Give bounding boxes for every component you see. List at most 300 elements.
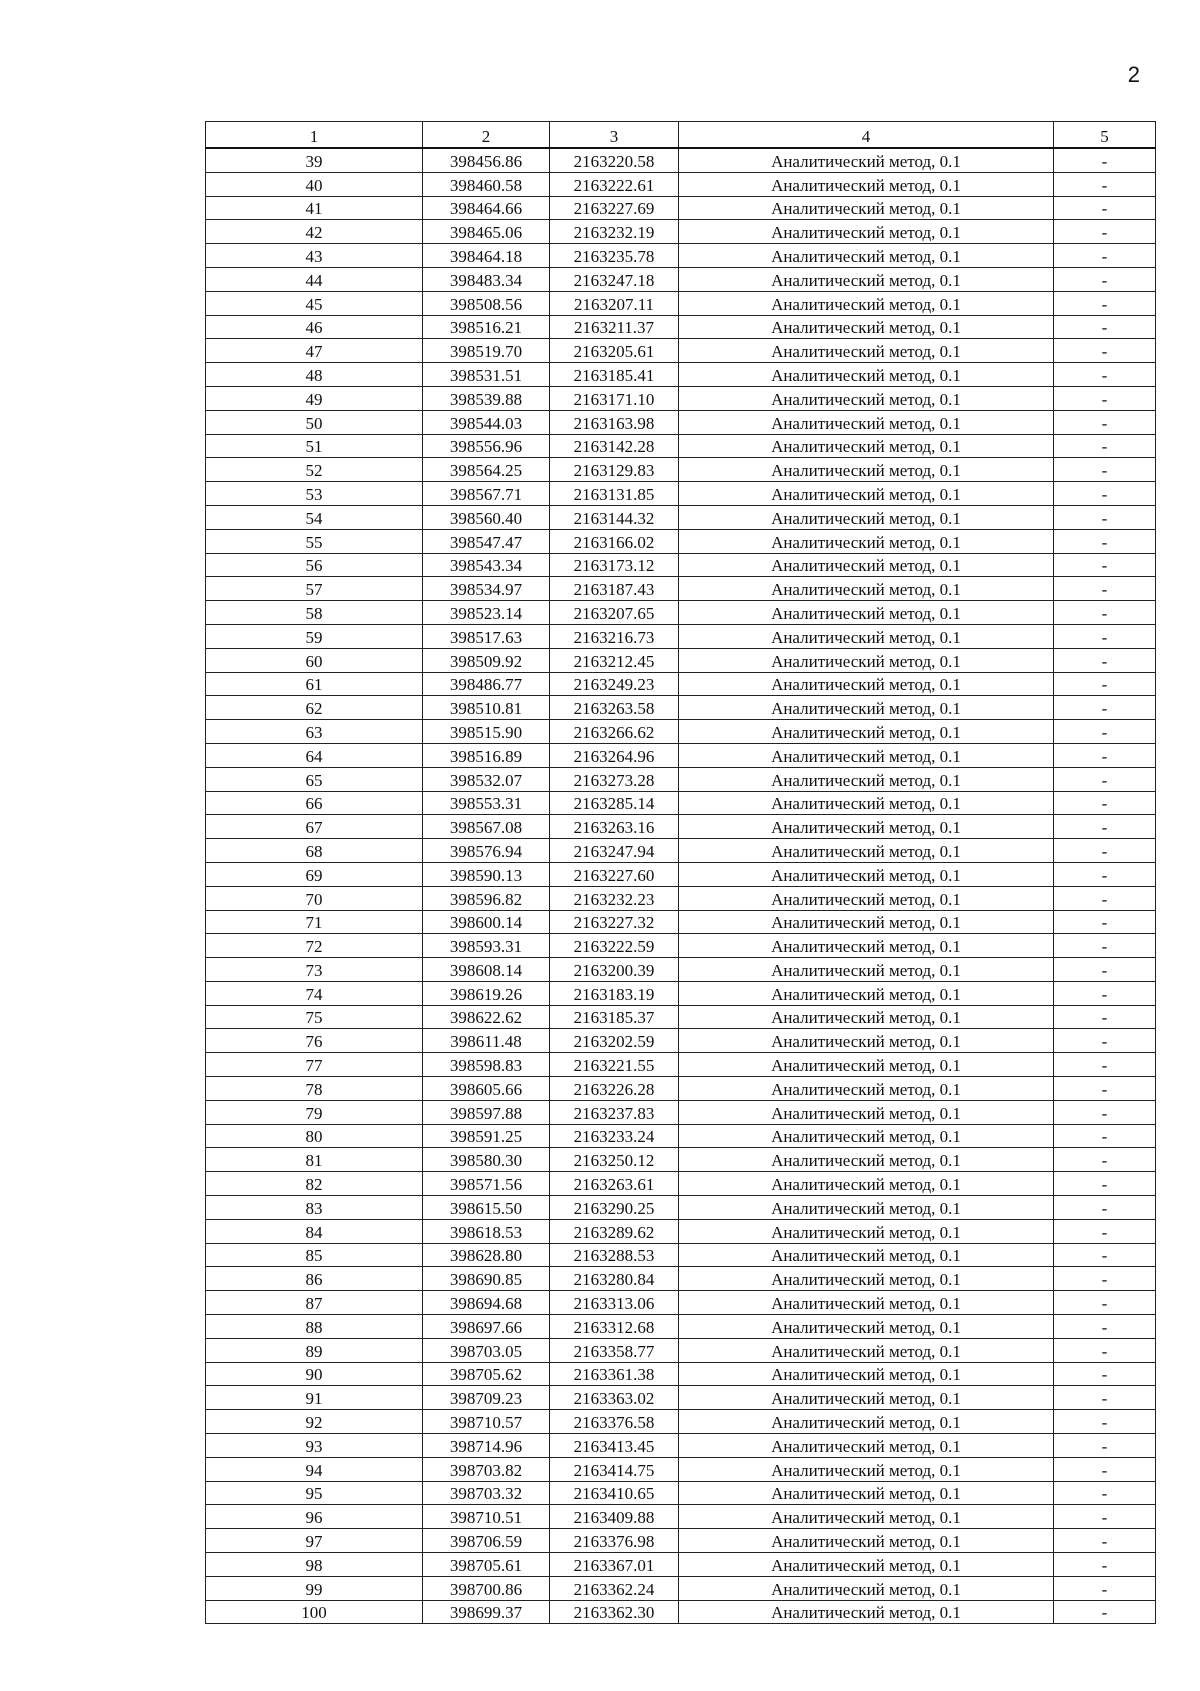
cell-method: Аналитический метод, 0.1	[679, 1100, 1054, 1124]
cell-method: Аналитический метод, 0.1	[679, 1410, 1054, 1434]
cell-description: -	[1054, 601, 1156, 625]
cell-point-number: 80	[206, 1124, 423, 1148]
cell-method: Аналитический метод, 0.1	[679, 1362, 1054, 1386]
cell-y: 2163233.24	[550, 1124, 679, 1148]
cell-method: Аналитический метод, 0.1	[679, 910, 1054, 934]
table-row	[206, 172, 1156, 196]
cell-point-number: 93	[206, 1434, 423, 1458]
cell-point-number: 75	[206, 1005, 423, 1029]
cell-x: 398516.89	[423, 743, 550, 767]
cell-description: -	[1054, 529, 1156, 553]
coordinates-table	[205, 121, 1156, 1624]
cell-method: Аналитический метод, 0.1	[679, 1172, 1054, 1196]
cell-point-number: 42	[206, 220, 423, 244]
cell-description: -	[1054, 1315, 1156, 1339]
cell-point-number: 69	[206, 862, 423, 886]
table-body	[206, 148, 1156, 1624]
cell-method: Аналитический метод, 0.1	[679, 386, 1054, 410]
cell-method: Аналитический метод, 0.1	[679, 1434, 1054, 1458]
table-row	[206, 981, 1156, 1005]
cell-point-number: 70	[206, 886, 423, 910]
cell-y: 2163129.83	[550, 458, 679, 482]
cell-x: 398597.88	[423, 1100, 550, 1124]
cell-y: 2163226.28	[550, 1077, 679, 1101]
cell-point-number: 57	[206, 577, 423, 601]
cell-description: -	[1054, 958, 1156, 982]
table-row	[206, 458, 1156, 482]
cell-point-number: 97	[206, 1529, 423, 1553]
cell-x: 398516.21	[423, 315, 550, 339]
cell-method: Аналитический метод, 0.1	[679, 601, 1054, 625]
table-row	[206, 1529, 1156, 1553]
cell-x: 398519.70	[423, 339, 550, 363]
cell-point-number: 50	[206, 410, 423, 434]
cell-point-number: 76	[206, 1029, 423, 1053]
cell-method: Аналитический метод, 0.1	[679, 1386, 1054, 1410]
table-row	[206, 267, 1156, 291]
cell-point-number: 59	[206, 624, 423, 648]
cell-method: Аналитический метод, 0.1	[679, 1457, 1054, 1481]
cell-y: 2163187.43	[550, 577, 679, 601]
table-row	[206, 1100, 1156, 1124]
cell-x: 398543.34	[423, 553, 550, 577]
cell-description: -	[1054, 934, 1156, 958]
cell-x: 398544.03	[423, 410, 550, 434]
cell-y: 2163185.37	[550, 1005, 679, 1029]
cell-point-number: 78	[206, 1077, 423, 1101]
cell-description: -	[1054, 148, 1156, 172]
cell-x: 398464.66	[423, 196, 550, 220]
cell-x: 398531.51	[423, 363, 550, 387]
cell-y: 2163207.11	[550, 291, 679, 315]
cell-description: -	[1054, 1267, 1156, 1291]
cell-method: Аналитический метод, 0.1	[679, 315, 1054, 339]
cell-method: Аналитический метод, 0.1	[679, 1029, 1054, 1053]
table-row	[206, 148, 1156, 172]
table-row	[206, 791, 1156, 815]
cell-x: 398703.32	[423, 1481, 550, 1505]
table-row	[206, 1457, 1156, 1481]
table-row	[206, 1553, 1156, 1577]
cell-y: 2163414.75	[550, 1457, 679, 1481]
cell-description: -	[1054, 1576, 1156, 1600]
cell-y: 2163232.23	[550, 886, 679, 910]
column-header-point-number: 1	[206, 122, 423, 149]
table-row	[206, 815, 1156, 839]
table-row	[206, 553, 1156, 577]
cell-y: 2163410.65	[550, 1481, 679, 1505]
table-row	[206, 1410, 1156, 1434]
cell-method: Аналитический метод, 0.1	[679, 696, 1054, 720]
cell-point-number: 52	[206, 458, 423, 482]
cell-description: -	[1054, 1434, 1156, 1458]
table-row	[206, 886, 1156, 910]
cell-y: 2163362.24	[550, 1576, 679, 1600]
cell-point-number: 48	[206, 363, 423, 387]
table-row	[206, 1219, 1156, 1243]
table-row	[206, 601, 1156, 625]
cell-description: -	[1054, 1457, 1156, 1481]
cell-y: 2163207.65	[550, 601, 679, 625]
cell-x: 398523.14	[423, 601, 550, 625]
table-row	[206, 339, 1156, 363]
cell-x: 398694.68	[423, 1291, 550, 1315]
cell-x: 398700.86	[423, 1576, 550, 1600]
cell-x: 398539.88	[423, 386, 550, 410]
cell-y: 2163235.78	[550, 244, 679, 268]
cell-y: 2163376.58	[550, 1410, 679, 1434]
cell-method: Аналитический метод, 0.1	[679, 1481, 1054, 1505]
cell-x: 398690.85	[423, 1267, 550, 1291]
cell-method: Аналитический метод, 0.1	[679, 1267, 1054, 1291]
cell-description: -	[1054, 1362, 1156, 1386]
cell-y: 2163163.98	[550, 410, 679, 434]
cell-x: 398705.61	[423, 1553, 550, 1577]
cell-description: -	[1054, 1219, 1156, 1243]
cell-method: Аналитический метод, 0.1	[679, 1077, 1054, 1101]
cell-description: -	[1054, 791, 1156, 815]
cell-point-number: 65	[206, 767, 423, 791]
cell-description: -	[1054, 767, 1156, 791]
cell-method: Аналитический метод, 0.1	[679, 815, 1054, 839]
cell-y: 2163232.19	[550, 220, 679, 244]
cell-point-number: 51	[206, 434, 423, 458]
cell-point-number: 98	[206, 1553, 423, 1577]
cell-description: -	[1054, 220, 1156, 244]
cell-y: 2163290.25	[550, 1196, 679, 1220]
cell-method: Аналитический метод, 0.1	[679, 1505, 1054, 1529]
cell-method: Аналитический метод, 0.1	[679, 886, 1054, 910]
cell-method: Аналитический метод, 0.1	[679, 1315, 1054, 1339]
cell-method: Аналитический метод, 0.1	[679, 505, 1054, 529]
cell-method: Аналитический метод, 0.1	[679, 1148, 1054, 1172]
cell-method: Аналитический метод, 0.1	[679, 148, 1054, 172]
table-row	[206, 672, 1156, 696]
table-row	[206, 505, 1156, 529]
cell-description: -	[1054, 1005, 1156, 1029]
cell-y: 2163205.61	[550, 339, 679, 363]
cell-x: 398605.66	[423, 1077, 550, 1101]
cell-point-number: 66	[206, 791, 423, 815]
cell-description: -	[1054, 1196, 1156, 1220]
cell-x: 398576.94	[423, 839, 550, 863]
cell-y: 2163227.60	[550, 862, 679, 886]
cell-point-number: 81	[206, 1148, 423, 1172]
cell-description: -	[1054, 1529, 1156, 1553]
cell-method: Аналитический метод, 0.1	[679, 1196, 1054, 1220]
cell-y: 2163183.19	[550, 981, 679, 1005]
cell-y: 2163247.18	[550, 267, 679, 291]
table-row	[206, 1315, 1156, 1339]
cell-point-number: 55	[206, 529, 423, 553]
table-row	[206, 1481, 1156, 1505]
cell-description: -	[1054, 1600, 1156, 1624]
table-row	[206, 315, 1156, 339]
cell-method: Аналитический метод, 0.1	[679, 1291, 1054, 1315]
cell-description: -	[1054, 672, 1156, 696]
cell-point-number: 49	[206, 386, 423, 410]
cell-y: 2163237.83	[550, 1100, 679, 1124]
cell-method: Аналитический метод, 0.1	[679, 458, 1054, 482]
cell-y: 2163358.77	[550, 1338, 679, 1362]
table-row	[206, 1196, 1156, 1220]
cell-point-number: 83	[206, 1196, 423, 1220]
table-row	[206, 648, 1156, 672]
cell-x: 398699.37	[423, 1600, 550, 1624]
cell-description: -	[1054, 1243, 1156, 1267]
cell-description: -	[1054, 339, 1156, 363]
cell-x: 398556.96	[423, 434, 550, 458]
cell-point-number: 90	[206, 1362, 423, 1386]
cell-description: -	[1054, 1148, 1156, 1172]
cell-x: 398483.34	[423, 267, 550, 291]
cell-x: 398547.47	[423, 529, 550, 553]
cell-x: 398593.31	[423, 934, 550, 958]
cell-y: 2163216.73	[550, 624, 679, 648]
cell-description: -	[1054, 839, 1156, 863]
cell-y: 2163362.30	[550, 1600, 679, 1624]
cell-method: Аналитический метод, 0.1	[679, 672, 1054, 696]
cell-x: 398703.05	[423, 1338, 550, 1362]
cell-description: -	[1054, 910, 1156, 934]
table-row	[206, 1600, 1156, 1624]
cell-description: -	[1054, 1481, 1156, 1505]
cell-method: Аналитический метод, 0.1	[679, 1243, 1054, 1267]
column-header-y: 3	[550, 122, 679, 149]
cell-method: Аналитический метод, 0.1	[679, 981, 1054, 1005]
cell-x: 398705.62	[423, 1362, 550, 1386]
cell-y: 2163280.84	[550, 1267, 679, 1291]
cell-x: 398618.53	[423, 1219, 550, 1243]
cell-method: Аналитический метод, 0.1	[679, 1005, 1054, 1029]
cell-method: Аналитический метод, 0.1	[679, 267, 1054, 291]
cell-point-number: 73	[206, 958, 423, 982]
cell-y: 2163288.53	[550, 1243, 679, 1267]
cell-x: 398560.40	[423, 505, 550, 529]
cell-x: 398571.56	[423, 1172, 550, 1196]
table-row	[206, 743, 1156, 767]
cell-description: -	[1054, 1029, 1156, 1053]
cell-x: 398697.66	[423, 1315, 550, 1339]
cell-y: 2163173.12	[550, 553, 679, 577]
cell-method: Аналитический метод, 0.1	[679, 743, 1054, 767]
cell-x: 398460.58	[423, 172, 550, 196]
cell-method: Аналитический метод, 0.1	[679, 767, 1054, 791]
cell-point-number: 61	[206, 672, 423, 696]
cell-y: 2163376.98	[550, 1529, 679, 1553]
cell-y: 2163227.69	[550, 196, 679, 220]
cell-method: Аналитический метод, 0.1	[679, 577, 1054, 601]
cell-point-number: 47	[206, 339, 423, 363]
cell-description: -	[1054, 743, 1156, 767]
cell-x: 398510.81	[423, 696, 550, 720]
cell-x: 398611.48	[423, 1029, 550, 1053]
cell-description: -	[1054, 720, 1156, 744]
cell-description: -	[1054, 1553, 1156, 1577]
cell-method: Аналитический метод, 0.1	[679, 862, 1054, 886]
cell-y: 2163131.85	[550, 482, 679, 506]
cell-x: 398591.25	[423, 1124, 550, 1148]
cell-y: 2163363.02	[550, 1386, 679, 1410]
cell-x: 398486.77	[423, 672, 550, 696]
cell-point-number: 41	[206, 196, 423, 220]
cell-y: 2163202.59	[550, 1029, 679, 1053]
cell-x: 398517.63	[423, 624, 550, 648]
cell-point-number: 68	[206, 839, 423, 863]
cell-y: 2163289.62	[550, 1219, 679, 1243]
cell-y: 2163227.32	[550, 910, 679, 934]
cell-x: 398619.26	[423, 981, 550, 1005]
table-row	[206, 1243, 1156, 1267]
cell-method: Аналитический метод, 0.1	[679, 720, 1054, 744]
cell-method: Аналитический метод, 0.1	[679, 648, 1054, 672]
cell-method: Аналитический метод, 0.1	[679, 363, 1054, 387]
table-row	[206, 1576, 1156, 1600]
cell-y: 2163263.58	[550, 696, 679, 720]
cell-y: 2163273.28	[550, 767, 679, 791]
cell-y: 2163221.55	[550, 1053, 679, 1077]
cell-method: Аналитический метод, 0.1	[679, 482, 1054, 506]
cell-point-number: 54	[206, 505, 423, 529]
cell-description: -	[1054, 648, 1156, 672]
table-row	[206, 291, 1156, 315]
cell-y: 2163212.45	[550, 648, 679, 672]
cell-y: 2163220.58	[550, 148, 679, 172]
cell-description: -	[1054, 577, 1156, 601]
table-row	[206, 1148, 1156, 1172]
table-header-row	[206, 122, 1156, 149]
cell-point-number: 64	[206, 743, 423, 767]
cell-method: Аналитический метод, 0.1	[679, 339, 1054, 363]
cell-description: -	[1054, 482, 1156, 506]
cell-x: 398706.59	[423, 1529, 550, 1553]
cell-y: 2163263.16	[550, 815, 679, 839]
cell-x: 398710.57	[423, 1410, 550, 1434]
cell-description: -	[1054, 434, 1156, 458]
cell-point-number: 99	[206, 1576, 423, 1600]
cell-y: 2163222.59	[550, 934, 679, 958]
cell-x: 398622.62	[423, 1005, 550, 1029]
cell-x: 398714.96	[423, 1434, 550, 1458]
cell-point-number: 92	[206, 1410, 423, 1434]
table-row	[206, 910, 1156, 934]
cell-method: Аналитический метод, 0.1	[679, 958, 1054, 982]
cell-point-number: 71	[206, 910, 423, 934]
cell-description: -	[1054, 553, 1156, 577]
cell-description: -	[1054, 244, 1156, 268]
cell-description: -	[1054, 291, 1156, 315]
table-row	[206, 720, 1156, 744]
cell-point-number: 63	[206, 720, 423, 744]
cell-y: 2163367.01	[550, 1553, 679, 1577]
cell-point-number: 100	[206, 1600, 423, 1624]
cell-point-number: 67	[206, 815, 423, 839]
table-row	[206, 1362, 1156, 1386]
cell-point-number: 53	[206, 482, 423, 506]
column-header-method: 4	[679, 122, 1054, 149]
cell-point-number: 56	[206, 553, 423, 577]
table-row	[206, 244, 1156, 268]
cell-point-number: 62	[206, 696, 423, 720]
cell-description: -	[1054, 886, 1156, 910]
cell-point-number: 74	[206, 981, 423, 1005]
cell-y: 2163409.88	[550, 1505, 679, 1529]
table-row	[206, 1434, 1156, 1458]
table-row	[206, 196, 1156, 220]
table-row	[206, 482, 1156, 506]
table-row	[206, 1077, 1156, 1101]
cell-description: -	[1054, 1100, 1156, 1124]
cell-description: -	[1054, 1410, 1156, 1434]
cell-point-number: 39	[206, 148, 423, 172]
cell-x: 398567.71	[423, 482, 550, 506]
cell-description: -	[1054, 1053, 1156, 1077]
cell-y: 2163222.61	[550, 172, 679, 196]
cell-y: 2163171.10	[550, 386, 679, 410]
cell-y: 2163285.14	[550, 791, 679, 815]
cell-x: 398464.18	[423, 244, 550, 268]
cell-description: -	[1054, 624, 1156, 648]
table-row	[206, 1267, 1156, 1291]
cell-method: Аналитический метод, 0.1	[679, 1338, 1054, 1362]
table-row	[206, 386, 1156, 410]
cell-description: -	[1054, 1172, 1156, 1196]
cell-point-number: 87	[206, 1291, 423, 1315]
cell-point-number: 95	[206, 1481, 423, 1505]
cell-point-number: 89	[206, 1338, 423, 1362]
column-header-description: 5	[1054, 122, 1156, 149]
table-row	[206, 529, 1156, 553]
cell-x: 398628.80	[423, 1243, 550, 1267]
cell-y: 2163249.23	[550, 672, 679, 696]
cell-y: 2163250.12	[550, 1148, 679, 1172]
cell-x: 398515.90	[423, 720, 550, 744]
cell-point-number: 40	[206, 172, 423, 196]
cell-point-number: 45	[206, 291, 423, 315]
cell-x: 398456.86	[423, 148, 550, 172]
cell-point-number: 88	[206, 1315, 423, 1339]
cell-y: 2163200.39	[550, 958, 679, 982]
cell-point-number: 46	[206, 315, 423, 339]
cell-y: 2163247.94	[550, 839, 679, 863]
cell-y: 2163185.41	[550, 363, 679, 387]
table-row	[206, 862, 1156, 886]
cell-y: 2163144.32	[550, 505, 679, 529]
table-row	[206, 363, 1156, 387]
page-number: 2	[1127, 62, 1140, 87]
cell-method: Аналитический метод, 0.1	[679, 244, 1054, 268]
cell-description: -	[1054, 196, 1156, 220]
cell-method: Аналитический метод, 0.1	[679, 553, 1054, 577]
cell-y: 2163266.62	[550, 720, 679, 744]
table-row	[206, 1291, 1156, 1315]
cell-y: 2163142.28	[550, 434, 679, 458]
cell-method: Аналитический метод, 0.1	[679, 529, 1054, 553]
cell-method: Аналитический метод, 0.1	[679, 934, 1054, 958]
cell-method: Аналитический метод, 0.1	[679, 1053, 1054, 1077]
cell-description: -	[1054, 1124, 1156, 1148]
cell-description: -	[1054, 363, 1156, 387]
cell-x: 398608.14	[423, 958, 550, 982]
cell-method: Аналитический метод, 0.1	[679, 624, 1054, 648]
cell-y: 2163413.45	[550, 1434, 679, 1458]
cell-method: Аналитический метод, 0.1	[679, 1124, 1054, 1148]
table-row	[206, 220, 1156, 244]
cell-x: 398709.23	[423, 1386, 550, 1410]
cell-x: 398710.51	[423, 1505, 550, 1529]
table-row	[206, 1386, 1156, 1410]
cell-x: 398580.30	[423, 1148, 550, 1172]
